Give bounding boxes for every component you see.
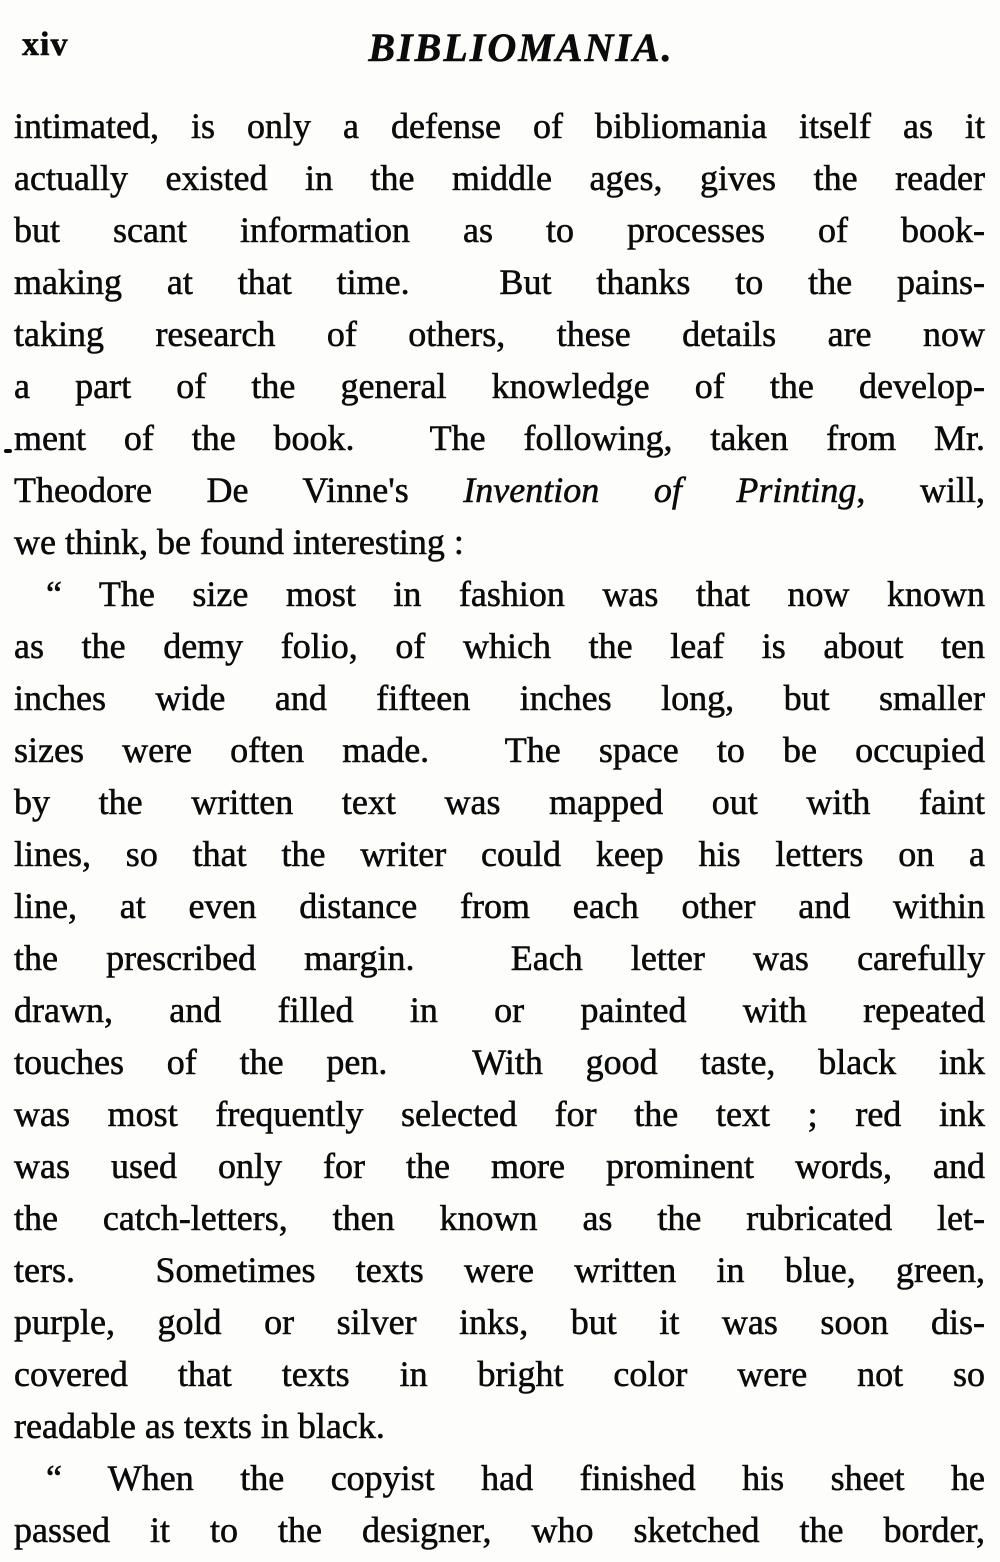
text-line [14,1036,985,1088]
text-segment: ment of the book. The following, taken from Mr. [14,418,985,458]
text-segment: Theodore De Vinne's [14,470,464,510]
text-segment: as the demy folio, of which the leaf is about ten [14,626,985,666]
text-segment: drawn, and filled in or painted with repeated [14,990,985,1030]
text-line [14,204,985,256]
text-segment: line, at even distance from each other and within [14,886,985,926]
text-segment: covered that texts in bright color were not so [14,1354,985,1394]
text-segment: inches wide and fifteen inches long, but smaller [14,678,985,718]
text-segment: lines, so that the writer could keep his letters on a [14,834,985,874]
text-segment: but scant information as to processes of book- [14,210,985,250]
text-line [14,724,985,776]
text-segment: was most frequently selected for the text ; red ink [14,1094,985,1134]
text-segment: we think, be found interesting : [14,522,464,562]
text-line [14,672,985,724]
text-line [14,568,985,620]
text-line [14,1400,985,1452]
scan-speck [4,449,12,453]
text-line [14,412,985,464]
text-segment: actually existed in the middle ages, gives the reader [14,158,985,198]
text-line [14,1088,985,1140]
text-segment: purple, gold or silver inks, but it was soon dis- [14,1302,985,1342]
text-segment: the prescribed margin. Each letter was carefully [14,938,985,978]
text-segment: passed it to the designer, who sketched the border, [14,1510,985,1550]
text-segment: “ The size most in fashion was that now known [46,574,985,614]
text-segment: was used only for the more prominent words, and [14,1146,985,1186]
text-segment: readable as texts in black. [14,1406,385,1446]
text-segment: ters. Sometimes texts were written in blue, green, [14,1250,985,1290]
running-header [0,0,1000,72]
text-line [14,308,985,360]
italic-book-title: Invention of Printing [463,470,857,510]
text-line [14,828,985,880]
running-title: BIBLIOMANIA. [368,25,674,70]
text-segment: , will, [856,470,985,510]
text-segment: by the written text was mapped out with faint [14,782,985,822]
paragraph [14,1452,985,1556]
text-line [14,100,985,152]
text-segment: the catch-letters, then known as the rubricated let- [14,1198,985,1238]
text-line [14,1452,985,1504]
text-line [14,360,985,412]
text-line [14,776,985,828]
text-segment: a part of the general knowledge of the develop- [14,366,985,406]
text-line [14,516,985,568]
paragraph [14,100,985,568]
text-line [14,1296,985,1348]
text-line [14,984,985,1036]
text-line [14,152,985,204]
text-line [14,1192,985,1244]
text-line [14,1140,985,1192]
paragraph [14,568,985,1452]
text-line [14,256,985,308]
text-segment: sizes were often made. The space to be occupied [14,730,985,770]
text-segment: “ When the copyist had finished his sheet he [46,1458,985,1498]
text-line [14,932,985,984]
text-segment: taking research of others, these details are now [14,314,985,354]
text-segment: touches of the pen. With good taste, black ink [14,1042,985,1082]
text-line [14,1348,985,1400]
text-line [14,464,985,516]
text-line [14,620,985,672]
text-line [14,880,985,932]
page-body [0,100,1000,1556]
text-segment: intimated, is only a defense of bibliomania itself as it [14,106,985,146]
text-segment: making at that time. But thanks to the pains- [14,262,985,302]
text-line [14,1504,985,1556]
text-line [14,1244,985,1296]
page-number: xiv [22,26,69,63]
